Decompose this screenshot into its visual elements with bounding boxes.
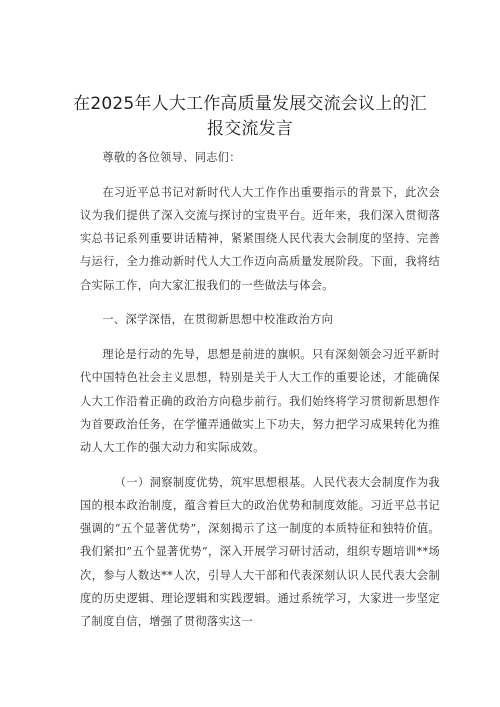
section-heading-1: 一、深学深悟，在贯彻新思想中校准政治方向 xyxy=(102,313,334,327)
greeting: 尊敬的各位领导、同志们： xyxy=(102,151,241,164)
document-body xyxy=(80,146,440,645)
subsection-1-paragraph: （一）洞察制度优势，筑牢思想根基。人民代表大会制度作为我国的根本政治制度，蕴含着巨大的政治优势和制度效能。习近平总书记强调的“五个显著优势”，深刻揭示了这一制度的本质特征和独特价值。我们紧扣”五个显著优势”，深入开展学习研讨活动，组织专题培训**场次，参与人数达**人次，引导人大干部和代表深刻认识人民代表大会制度的历史逻辑、理论逻辑和实践逻辑。通过系统学习，大家进一步坚定了制度自信，增强了贯彻落实这一 xyxy=(80,475,440,629)
section-1-paragraph: 理论是行动的先导，思想是前进的旗帜。只有深刻领会习近平新时代中国特色社会主义思想，特别是关于人大工作的重要论述，才能确保人大工作沿着正确的政治方向稳步前行。我们始终将学习贯彻新思想作为首要政治任务，在学懂弄通做实上下功夫，努力把学习成果转化为推动人大工作的强大动力和实际成效。 xyxy=(80,348,440,455)
document-title: 在2025年人大工作高质量发展交流会议上的汇报交流发言 xyxy=(73,94,427,139)
intro-paragraph: 在习近平总书记对新时代人大工作作出重要指示的背景下，此次会议为我们提供了深入交流与探讨的宝贵平台。近年来，我们深入贯彻落实总书记系列重要讲话精神，紧紧围绕人民代表大会制度的坚持、完善与运行，全力推动新时代人大工作迈向高质量发展阶段。下面，我将结合实际工作，向大家汇报我们的一些做法与体会。 xyxy=(80,185,440,292)
